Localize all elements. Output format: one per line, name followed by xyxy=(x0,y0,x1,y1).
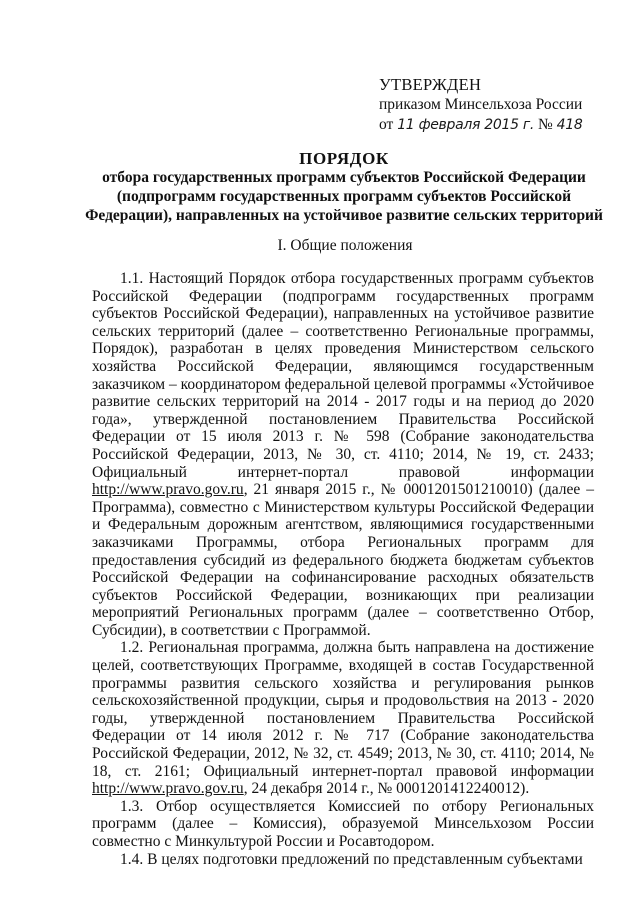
title-line-4: Федерации), направленных на устойчивое развитие сельских территорий xyxy=(85,207,603,224)
title-heading: ПОРЯДОК xyxy=(299,149,389,168)
approval-number-sign: № xyxy=(537,116,553,133)
approval-stamp xyxy=(379,75,629,135)
approval-heading: УТВЕРЖДЕН xyxy=(379,75,482,94)
paragraph-1-2-text-b: , 24 декабря 2014 г., № 0001201412240012). xyxy=(243,780,530,798)
paragraph-1-1-text-b: , 21 января 2015 г., № 0001201501210010) (далее – Программа), совместно с Министерством культуры Российской Федерации и Федеральным дорожным агентством, являющимися государственными заказчиками Программы, отбора Региональных программ для предоставления субсидий из федерального бюджета бюджетам субъектов Российской Федерации на софинансирование расходных обязательств субъектов Российской Федерации, возникающих при реализации мероприятий Региональных программ (далее – соответственно Отбор, Субсидии), в соответствии с Программой. xyxy=(92,481,594,639)
paragraph-1-4: 1.4. В целях подготовки предложений по представленным субъектами xyxy=(120,850,583,868)
pravo-link[interactable]: http://www.pravo.gov.ru xyxy=(92,481,244,499)
title-line-2: отбора государственных программ субъектов Российской Федерации xyxy=(102,169,586,186)
document-body xyxy=(92,270,594,868)
pravo-link[interactable]: http://www.pravo.gov.ru xyxy=(92,780,244,798)
paragraph-1-2 xyxy=(92,639,594,797)
handwritten-date: 11 февраля 2015 г. xyxy=(397,117,535,133)
title-line-3: (подпрограмм государственных программ субъектов Российской xyxy=(116,188,572,205)
section-heading: I. Общие положения xyxy=(277,237,413,254)
approval-date-prefix: от xyxy=(379,116,394,133)
paragraph-1-1 xyxy=(92,270,594,639)
document-title xyxy=(72,149,616,225)
paragraph-1-1-text-a: 1.1. Настоящий Порядок отбора государственных программ субъектов Российской Федерации (подпрограмм государственных программ субъектов Российской Федерации), направленных на устойчивое развитие сельских территорий (далее – соответственно Региональные программы, Порядок), разработан в целях проведения Министерством сельского хозяйства Российской Федерации, являющимся государственным заказчиком – координатором федеральной целевой программы «Устойчивое развитие сельских территорий на 2014 - 2017 годы и на период до 2020 года», утвержденной постановлением Правительства Российской Федерации от 15 июля 2013 г. № 598 (Собрание законодательства Российской Федерации, 2013, № 30, ст. 4110; 2014, № 19, ст. 2433; Официальный интернет-портал правовой информации xyxy=(92,270,594,481)
paragraph-1-2-text-a: 1.2. Региональная программа, должна быть направлена на достижение целей, соответствующих Программе, входящей в состав Государственной программы развития сельского хозяйства и регулирования рынков сельскохозяйственной продукции, сырья и продовольствия на 2013 - 2020 годы, утвержденной постановлением Правительства Российской Федерации от 14 июля 2012 г. № 717 (Собрание законодательства Российской Федерации, 2012, № 32, ст. 4549; 2013, № 30, ст. 4110; 2014, № 18, ст. 2161; Официальный интернет-портал правовой информации xyxy=(92,639,594,780)
paragraph-1-3: 1.3. Отбор осуществляется Комиссией по отбору Региональных программ (далее – Комиссия), образуемой Минсельхозом России совместно с Минкультурой России и Росавтодором. xyxy=(92,797,594,850)
handwritten-number: 418 xyxy=(556,117,583,133)
approval-order-line: приказом Минсельхоза России xyxy=(379,96,583,113)
approval-date-line xyxy=(379,115,629,135)
